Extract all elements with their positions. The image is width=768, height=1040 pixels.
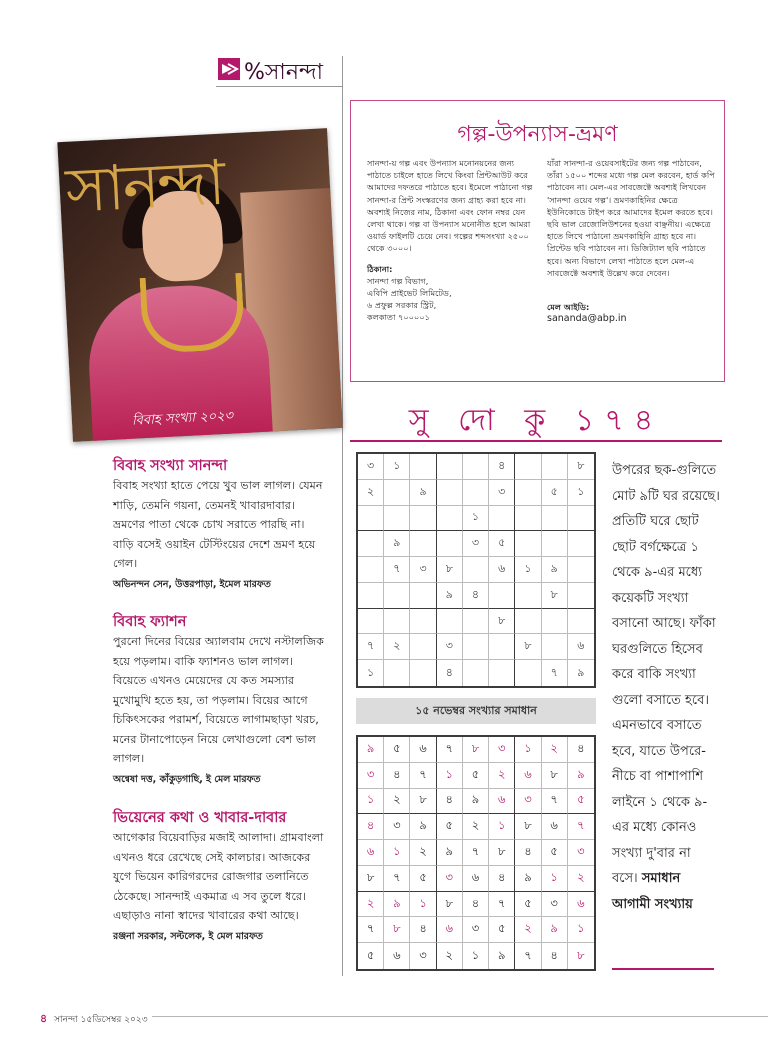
letter-signature: অভিনন্দন সেন, উত্তরপাড়া, ইমেল মারফত: [113, 578, 271, 590]
sudoku-cell: [568, 583, 594, 609]
sudoku-cell: ১: [542, 866, 568, 892]
sudoku-cell: ৭: [463, 840, 489, 866]
sudoku-cell: [384, 583, 410, 609]
sudoku-cell: ১: [568, 917, 594, 943]
sudoku-cell: ৭: [542, 660, 568, 686]
sudoku-solution-grid: [356, 735, 596, 971]
sudoku-cell: ৮: [437, 892, 463, 918]
sudoku-cell: ১: [489, 814, 515, 840]
sudoku-cell: ৭: [410, 763, 436, 789]
sudoku-cell: ৫: [358, 943, 384, 969]
sudoku-cell: ৩: [515, 789, 541, 815]
sudoku-cell: [542, 634, 568, 660]
address-line: ৬ প্রফুল্ল সরকার স্ট্রিট,: [367, 300, 437, 311]
letter-body: বিবাহ সংখ্যা হাতে পেয়ে খুব ভাল লাগল। যেমন শাড়ি, তেমনি গয়না, তেমনই খাবারদাবার। ভ্রমণের পাতা থেকে চোখ সরাতে পারছি না। বাড়ি বসেই ওয়াইন টেস্টিংয়ের দেশে ভ্রমণ হয়ে গেল।: [113, 479, 323, 570]
sudoku-cell: [410, 634, 436, 660]
sudoku-cell: ২: [384, 789, 410, 815]
sudoku-cell: [515, 480, 541, 506]
letter-heading: বিবাহ সংখ্যা সানন্দা: [113, 458, 228, 474]
sudoku-cell: [437, 506, 463, 532]
sudoku-cell: ৯: [515, 866, 541, 892]
sudoku-cell: [384, 480, 410, 506]
sudoku-cell: ৬: [463, 866, 489, 892]
sudoku-cell: [410, 531, 436, 557]
sudoku-cell: [542, 531, 568, 557]
web-submission-text: যাঁরা সানন্দা-র ওয়েবসাইটের জন্য গল্প পাঠাবেন, তাঁরা ১৫০০ শব্দের মধ্যে গল্প মেল করবেন, হার্ড কপি পাঠাবেন না। মেল-এর সাবজেক্টে অবশ্যই লিখবেন 'সানন্দা ওয়েব গল্প'। ভ্রমণকাহিনির ক্ষেত্রে ইউনিকোডে টাইপ করে আমাদের ইমেল করতে হবে। ছবি ভাল রেজোলিউশনের হওয়া বাঞ্ছনীয়। এক্ষেত্রে হাতে লিখে পাঠানো ভ্রমণকাহিনি গ্রাহ্য হবে না। প্রিন্টেড ছবি পাঠাবেন না। ডিজিট্যাল ছবি পাঠাতে হবে। অন্য বিভাগে লেখা পাঠাতে হলে মেল-এ সাবজেক্টে অবশ্যই উল্লেখ করে দেবেন।: [547, 158, 715, 278]
sudoku-puzzle-grid: [356, 452, 596, 688]
sudoku-cell: [463, 609, 489, 635]
sudoku-cell: ২: [515, 917, 541, 943]
sudoku-cell: ১: [515, 557, 541, 583]
footer-rule: [100, 1016, 768, 1017]
sudoku-cell: [437, 609, 463, 635]
sudoku-cell: [463, 480, 489, 506]
sudoku-cell: ৪: [489, 866, 515, 892]
sudoku-cell: [437, 454, 463, 480]
sudoku-cell: ৫: [489, 917, 515, 943]
sudoku-cell: ৫: [542, 840, 568, 866]
sudoku-cell: [542, 506, 568, 532]
sudoku-cell: [384, 660, 410, 686]
sudoku-cell: ৮: [515, 814, 541, 840]
sudoku-cell: ৬: [542, 814, 568, 840]
sudoku-cell: ৬: [437, 917, 463, 943]
sudoku-cell: [358, 583, 384, 609]
print-submission-text: সানন্দা-য় গল্প এবং উপন্যাস মনোনয়নের জন্য পাঠাতে চাইলে হাতে লিখে কিংবা প্রিন্টআউট করে আমাদের দফতরে পাঠাতে হবে। ইমেলে পাঠানো গল্প সানন্দা-র প্রিন্ট সংস্করণের জন্য গ্রাহ্য করা হবে না। অবশ্যই নিজের নাম, ঠিকানা এবং ফোন নম্বর যেন লেখা থাকে। গল্প বা উপন্যাস মনোনীত হলে আমরা ওয়ার্ড ফাইলটি চেয়ে নেব। গল্পের শব্দসংখ্যা ২৫০০ থেকে ৩০০০।: [367, 158, 533, 254]
sudoku-cell: [437, 480, 463, 506]
sudoku-cell: ৬: [515, 763, 541, 789]
submission-guidelines-box: [350, 100, 725, 382]
sudoku-cell: ৩: [568, 840, 594, 866]
sudoku-cell: ৯: [437, 840, 463, 866]
sudoku-cell: ৯: [542, 557, 568, 583]
sudoku-cell: ৪: [384, 763, 410, 789]
sudoku-cell: ৫: [489, 531, 515, 557]
sudoku-cell: ৯: [437, 583, 463, 609]
sudoku-cell: ৩: [384, 814, 410, 840]
letter-heading: বিবাহ ফ্যাশন: [113, 614, 187, 630]
sudoku-cell: ৮: [358, 866, 384, 892]
sudoku-cell: ৮: [568, 454, 594, 480]
sudoku-cell: [515, 609, 541, 635]
sudoku-cell: [515, 660, 541, 686]
sudoku-cell: ৬: [358, 840, 384, 866]
sudoku-cell: ৭: [515, 943, 541, 969]
sudoku-cell: [515, 454, 541, 480]
sudoku-cell: ৬: [489, 789, 515, 815]
sudoku-cell: ৭: [384, 866, 410, 892]
sudoku-cell: [384, 609, 410, 635]
sudoku-cell: ১: [568, 480, 594, 506]
sudoku-cell: ৯: [358, 737, 384, 763]
sudoku-cell: [489, 583, 515, 609]
sudoku-cell: ৪: [489, 454, 515, 480]
sudoku-cell: [463, 634, 489, 660]
sudoku-cell: ৩: [463, 917, 489, 943]
sudoku-cell: ১: [437, 763, 463, 789]
sudoku-cell: ৬: [568, 892, 594, 918]
sudoku-cell: ৯: [410, 814, 436, 840]
sudoku-cell: [568, 557, 594, 583]
cover-issue-label: বিবাহ সংখ্যা ২০২৩: [131, 408, 234, 429]
sudoku-cell: ৩: [410, 943, 436, 969]
sudoku-cell: ১: [384, 454, 410, 480]
sudoku-cell: ৫: [410, 866, 436, 892]
sudoku-cell: ২: [489, 763, 515, 789]
sudoku-cell: ৪: [437, 789, 463, 815]
sudoku-cell: ১: [463, 943, 489, 969]
sudoku-cell: ৩: [437, 866, 463, 892]
sudoku-cell: ৫: [542, 480, 568, 506]
sudoku-cell: [358, 531, 384, 557]
sudoku-cell: ২: [542, 737, 568, 763]
sudoku-cell: ৫: [463, 763, 489, 789]
letter-2: [113, 612, 328, 786]
sudoku-cell: [515, 506, 541, 532]
sudoku-cell: [410, 454, 436, 480]
sudoku-cell: ৯: [410, 480, 436, 506]
cover-title: সানন্দা: [63, 145, 226, 227]
sudoku-cell: ৭: [358, 917, 384, 943]
sudoku-cell: ২: [568, 866, 594, 892]
logo-mark-icon: [218, 58, 240, 80]
sudoku-cell: ২: [384, 634, 410, 660]
sudoku-cell: ৫: [437, 814, 463, 840]
letter-3: [113, 808, 328, 943]
sudoku-cell: [489, 506, 515, 532]
page-number: ৪: [40, 1012, 48, 1025]
sudoku-cell: ৬: [384, 943, 410, 969]
sudoku-cell: ২: [358, 480, 384, 506]
sudoku-cell: ৬: [410, 737, 436, 763]
sudoku-cell: ৮: [577, 947, 585, 962]
sudoku-cell: ৭: [437, 737, 463, 763]
sudoku-cell: ৭: [358, 634, 384, 660]
sudoku-title: সু দো কু ১৭৪: [408, 403, 664, 438]
sudoku-cell: ৯: [384, 531, 410, 557]
sudoku-cell: [489, 634, 515, 660]
sudoku-cell: ৯: [577, 665, 585, 679]
solution-label: ১৫ নভেম্বর সংখ্যার সমাধান: [356, 698, 596, 724]
letter-signature: অন্বেষা দত্ত, কাঁকুড়গাছি, ই মেল মারফত: [113, 773, 261, 785]
sudoku-cell: [358, 557, 384, 583]
sudoku-cell: ৪: [358, 814, 384, 840]
sudoku-cell: [568, 506, 594, 532]
sudoku-cell: ৬: [568, 634, 594, 660]
column-divider: [342, 56, 343, 976]
sudoku-cell: ৩: [489, 480, 515, 506]
sudoku-cell: ৮: [542, 583, 568, 609]
sudoku-cell: [463, 660, 489, 686]
sudoku-cell: ৯: [542, 917, 568, 943]
logo-text: %সানন্দা: [244, 60, 323, 85]
sudoku-cell: ৮: [410, 789, 436, 815]
sudoku-cell: ২: [463, 814, 489, 840]
sudoku-cell: ৫: [384, 737, 410, 763]
sudoku-cell: ৭: [489, 892, 515, 918]
sudoku-cell: ১: [358, 660, 384, 686]
sudoku-cell: ৪: [437, 660, 463, 686]
sudoku-cell: ৮: [463, 737, 489, 763]
sudoku-cell: [568, 531, 594, 557]
sudoku-cell: ৮: [542, 763, 568, 789]
sudoku-cell: ৯: [568, 763, 594, 789]
sudoku-cell: ৯: [489, 943, 515, 969]
sudoku-cell: ৩: [410, 557, 436, 583]
instructions-underline: [612, 968, 714, 970]
print-submission-column: [367, 157, 539, 324]
sudoku-cell: [384, 506, 410, 532]
sudoku-cell: ৪: [515, 840, 541, 866]
sudoku-cell: ১: [463, 506, 489, 532]
sudoku-cell: [463, 557, 489, 583]
sudoku-cell: ৭: [542, 789, 568, 815]
sudoku-cell: [463, 454, 489, 480]
page-footer: [40, 1010, 152, 1029]
address-line: সানন্দা গল্প বিভাগ,: [367, 275, 429, 286]
sudoku-cell: [410, 609, 436, 635]
sudoku-cell: ৩: [489, 737, 515, 763]
letter-1: [113, 456, 328, 591]
sudoku-cell: [410, 660, 436, 686]
sudoku-cell: ৩: [358, 763, 384, 789]
address-line: কলকাতা ৭০০০০১: [367, 312, 430, 323]
sudoku-cell: [410, 583, 436, 609]
sudoku-cell: [542, 609, 568, 635]
sudoku-cell: [515, 531, 541, 557]
sudoku-cell: ৩: [463, 531, 489, 557]
sudoku-cell: ৫: [515, 892, 541, 918]
web-submission-column: [547, 157, 715, 325]
submission-title: গল্প-উপন্যাস-ভ্রমণ: [457, 122, 618, 147]
sudoku-instructions: [612, 458, 720, 917]
sudoku-cell: ৮: [515, 634, 541, 660]
instructions-text: উপরের ছক-গুলিতে মোট ৯টি ঘর রয়েছে। প্রতিটি ঘরে ছোট ছোট বর্গক্ষেত্রে ১ থেকে ৯-এর মধ্যে কয়েকটি সংখ্যা বসানো আছে। ফাঁকা ঘরগুলিতে হিসেব করে বাকি সংখ্যা গুলো বসাতে হবে। এমনভাবে বসাতে হবে, যাতে উপরে-নীচে বা পাশাপাশি লাইনে ১ থেকে ৯-এর মধ্যে কোনও সংখ্যা দু'বার না বসে।: [612, 463, 720, 886]
letter-signature: রঞ্জনা সরকার, সল্টলেক, ই মেল মারফত: [113, 930, 263, 942]
sudoku-cell: ১: [384, 840, 410, 866]
sudoku-cell: ৩: [542, 892, 568, 918]
sudoku-cell: ৪: [568, 737, 594, 763]
sudoku-cell: ১: [410, 892, 436, 918]
sudoku-cell: ৮: [384, 917, 410, 943]
sudoku-header: [350, 394, 722, 442]
sudoku-cell: ২: [410, 840, 436, 866]
sudoku-cell: [437, 531, 463, 557]
sudoku-cell: ২: [437, 943, 463, 969]
sudoku-cell: ৭: [568, 814, 594, 840]
sudoku-cell: [568, 609, 594, 635]
letter-body: পুরনো দিনের বিয়ের অ্যালবাম দেখে নস্টালজিক হয়ে পড়লাম। বাকি ফ্যাশনও ভাল লাগল। বিয়েতে এখনও মেয়েদের যে কত সমস্যার মুখোমুখি হতে হয়, তা পড়লাম। বিয়ের আগে চিকিৎসকের পরামর্শ, বিয়েতে লাগামছাড়া খরচ, মনের টানাপোড়েন নিয়ে লেখাগুলো বেশ ভাল লাগল।: [113, 635, 324, 765]
letter-heading: ভিয়েনের কথা ও খাবার-দাবার: [113, 810, 287, 826]
address-line: এবিপি প্রাইভেট লিমিটেড,: [367, 288, 452, 299]
sudoku-cell: ৭: [384, 557, 410, 583]
instructions-note: সমাধান আগামী সংখ্যায়: [612, 871, 693, 912]
sudoku-cell: ৬: [489, 557, 515, 583]
sudoku-cell: ৮: [437, 557, 463, 583]
sudoku-cell: ৮: [489, 840, 515, 866]
sudoku-cell: ৪: [463, 892, 489, 918]
footer-text: সানন্দা ১৫ডিসেম্বর ২০২৩: [50, 1015, 152, 1025]
sudoku-cell: [358, 609, 384, 635]
sudoku-cell: ৩: [437, 634, 463, 660]
sudoku-cell: ১: [358, 789, 384, 815]
sudoku-cell: ৯: [384, 892, 410, 918]
magazine-cover-image: [57, 128, 342, 442]
sudoku-cell: ৮: [489, 609, 515, 635]
sudoku-cell: [542, 454, 568, 480]
sananda-logo: [216, 56, 342, 87]
sudoku-cell: [489, 660, 515, 686]
sudoku-cell: ৫: [568, 789, 594, 815]
sudoku-cell: [515, 583, 541, 609]
mail-label: মেল আইডি:: [547, 302, 590, 313]
sudoku-cell: ৯: [463, 789, 489, 815]
letter-body: আগেকার বিয়েবাড়ির মজাই আলাদা। গ্রামবাংলা এখনও ধরে রেখেছে সেই কালচার। আজকের যুগে ভিয়েন কারিগরদের রোজগার তলানিতে ঠেকেছে। সানন্দাই একমাত্র এ সব তুলে ধরে। এছাড়াও নানা স্বাদের খাবারের কথা আছে।: [113, 831, 324, 922]
address-label: ঠিকানা:: [367, 263, 393, 274]
sudoku-cell: ৪: [542, 943, 568, 969]
sudoku-cell: ১: [515, 737, 541, 763]
sudoku-cell: ৪: [463, 583, 489, 609]
sudoku-cell: ৩: [358, 454, 384, 480]
sudoku-cell: [410, 506, 436, 532]
sudoku-cell: ২: [358, 892, 384, 918]
sudoku-cell: ৪: [410, 917, 436, 943]
sudoku-cell: [358, 506, 384, 532]
mail-id[interactable]: sananda@abp.in: [547, 313, 627, 325]
